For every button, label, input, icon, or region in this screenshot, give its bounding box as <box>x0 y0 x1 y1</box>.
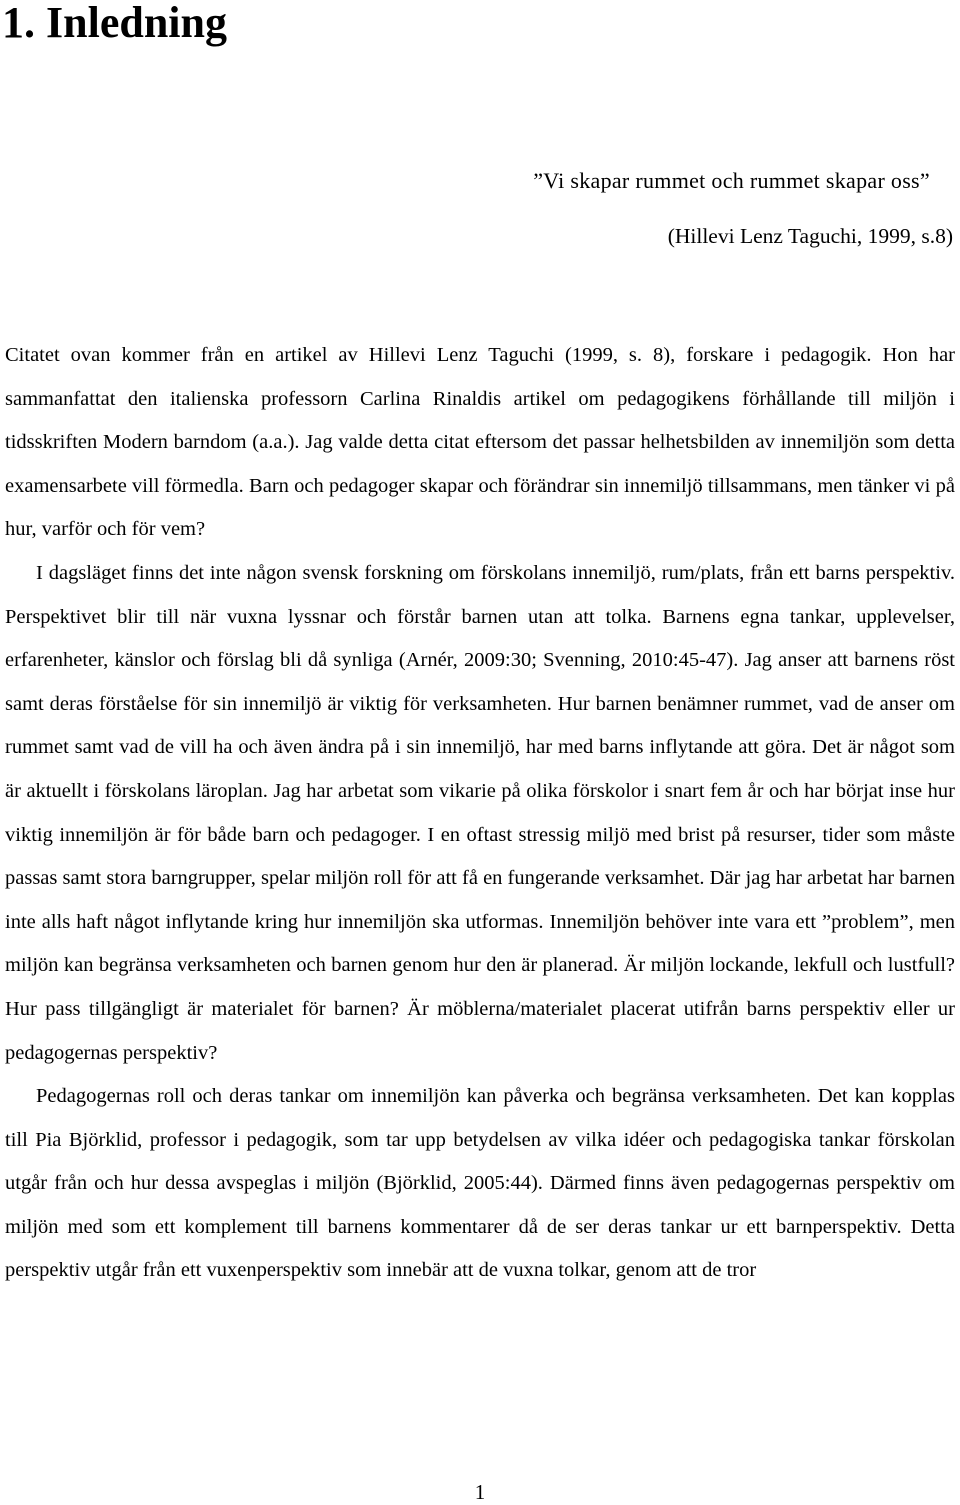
paragraph-research: I dagsläget finns det inte någon svensk forskning om förskolans innemiljö, rum/plats, från ett barns perspektiv. Perspektivet blir till när vuxna lyssnar och förstår barnen utan att tolka. Barnens egna tankar, upplevelser, erfarenheter, känslor och förslag bli då synliga (Arnér, 2009:30; Svenning, 2010:45-47). Jag anser att barnens röst samt deras förståelse för sin innemiljö är viktig för verksamheten. Hur barnen benämner rummet, vad de anser om rummet samt vad de vill ha och även ändra på i sin innemiljö, har med barns inflytande att göra. Det är något som är aktuellt i förskolans läroplan. Jag har arbetat som vikarie på olika förskolor i snart fem år och har börjat inse hur viktig innemiljön är för både barn och pedagoger. I en oftast stressig miljö med brist på resurser, tider som måste passas samt stora barngrupper, spelar miljön roll för att få en fungerande verksamhet. Där jag har arbetat har barnen inte alls haft något inflytande kring hur innemiljön ska utformas. Innemiljön behöver inte vara ett ”problem”, men miljön kan begränsa verksamheten och barnen genom hur den är planerad. Är miljön lockande, lekfull och lustfull? Hur pass tillgängligt är materialet för barnen? Är möblerna/materialet placerat utifrån barns perspektiv eller ur pedagogernas perspektiv? <box>5 561 955 1064</box>
chapter-heading: 1. Inledning <box>2 0 227 47</box>
body-text <box>5 334 955 1293</box>
epigraph-source: (Hillevi Lenz Taguchi, 1999, s.8) <box>667 224 953 248</box>
paragraph-intro: Citatet ovan kommer från en artikel av Hillevi Lenz Taguchi (1999, s. 8), forskare i pedagogik. Hon har sammanfattat den italienska professorn Carlina Rinaldis artikel om pedagogikens förhållande till miljön i tidsskriften Modern barndom (a.a.). Jag valde detta citat eftersom det passar helhetsbilden av innemiljön som detta examensarbete vill förmedla. Barn och pedagoger skapar och förändrar sin innemiljö tillsammans, men tänker vi på hur, varför och för vem? <box>5 344 955 541</box>
page-number: 1 <box>474 1480 486 1504</box>
paragraph-pedagogues: Pedagogernas roll och deras tankar om innemiljön kan påverka och begränsa verksamheten. Det kan kopplas till Pia Björklid, professor i pedagogik, som tar upp betydelsen av vilka idéer och pedagogiska tankar förskolan utgår från och hur dessa avspeglas i miljön (Björklid, 2005:44). Därmed finns även pedagogernas perspektiv om miljön med som ett komplement till barnens kommentarer då de ser deras tankar ur ett barnperspektiv. Detta perspektiv utgår från ett vuxenperspektiv som innebär att de vuxna tolkar, genom att de tror <box>5 1085 955 1282</box>
epigraph-quote: ”Vi skapar rummet och rummet skapar oss” <box>533 168 930 193</box>
